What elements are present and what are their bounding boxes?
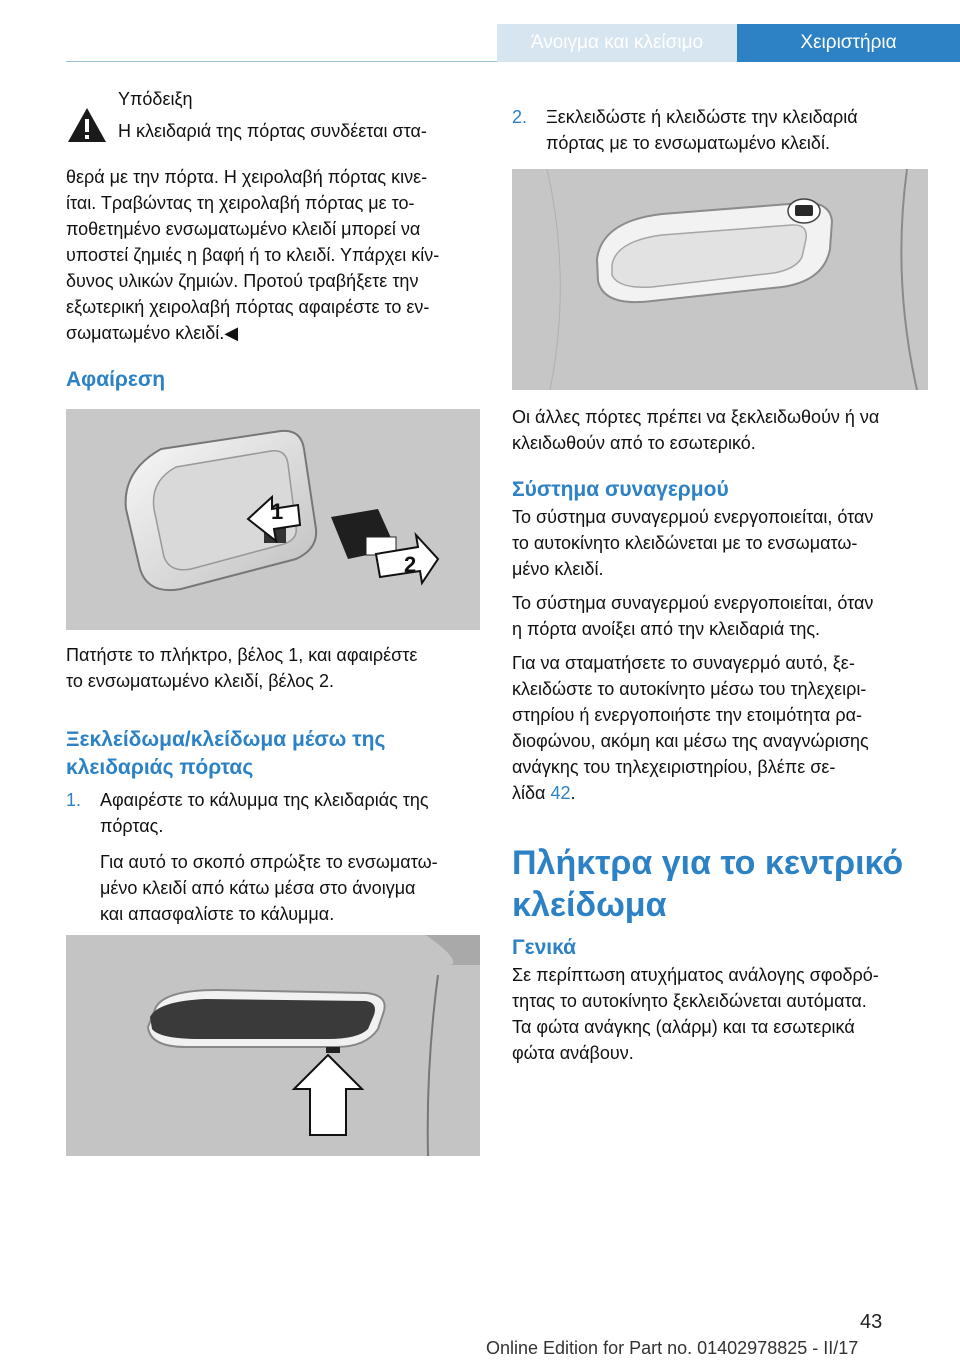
general-line: φώτα ανάβουν.	[512, 1043, 634, 1063]
central-heading-line: κλείδωμα	[512, 886, 667, 924]
step2-line: πόρτας με το ενσωματωμένο κλειδί.	[546, 133, 830, 153]
warning-line: ποθετημένο ενσωματωμένο κλειδί μπορεί να	[66, 219, 421, 239]
warning-line: εξωτερική χειρολαβή πόρτας αφαιρέστε το εν-	[66, 297, 430, 317]
key-removal-figure	[66, 409, 480, 630]
removal-text-line: Πατήστε το πλήκτρο, βέλος 1, και αφαιρέστε	[66, 645, 418, 665]
alarm-p1-line: μένο κλειδί.	[512, 559, 604, 579]
lock-cover-figure	[66, 935, 480, 1156]
footer-edition: Online Edition for Part no. 01402978825 - II/17	[486, 1338, 859, 1358]
alarm-p3-line: στηρίου ή ενεργοποιήστε την ετοιμότητα ρα-	[512, 705, 862, 725]
alarm-p3-line: κλειδώστε το αυτοκίνητο μέσω του τηλεχειρι-	[512, 679, 867, 699]
key-callout-2: 2	[404, 552, 417, 577]
chapter-tab[interactable]: Χειριστήρια	[737, 24, 960, 62]
alarm-p3-last-line	[512, 780, 932, 806]
alarm-p3-line: ανάγκης του τηλεχειριστηρίου, βλέπε σε-	[512, 757, 836, 777]
warning-icon	[66, 104, 108, 146]
lock-heading-line: Ξεκλείδωμα/κλείδωμα μέσω της	[66, 728, 386, 751]
page-number: 43	[860, 1311, 883, 1333]
general-line: Τα φώτα ανάγκης (αλάρμ) και τα εσωτερικά	[512, 1017, 855, 1037]
section-tab[interactable]: Άνοιγμα και κλείσιμο	[497, 24, 737, 62]
warning-body	[66, 164, 486, 346]
step1-sub-line: μένο κλειδί από κάτω μέσα στο άνοιγμα	[100, 878, 416, 898]
alarm-p3-last-text: λίδα	[512, 783, 551, 803]
alarm-p3-end: .	[570, 783, 576, 803]
removal-heading: Αφαίρεση	[66, 368, 166, 391]
warning-line: ίται. Τραβώντας τη χειρολαβή πόρτας με το-	[66, 193, 415, 213]
other-doors-line: Οι άλλες πόρτες πρέπει να ξεκλειδωθούν ή να	[512, 407, 880, 427]
step-number: 2.	[512, 107, 528, 127]
alarm-p1-line: το αυτοκίνητο κλειδώνεται με το ενσωματω-	[512, 533, 858, 553]
step1-line: πόρτας.	[100, 816, 164, 836]
warning-line1: Η κλειδαριά της πόρτας συνδέεται στα-	[118, 121, 427, 141]
step1-line: Αφαιρέστε το κάλυμμα της κλειδαριάς της	[100, 790, 429, 810]
alarm-p2-line: Το σύστημα συναγερμού ενεργοποιείται, όταν	[512, 593, 874, 613]
warning-block	[118, 86, 488, 144]
key-callout-1: 1	[271, 499, 284, 524]
warning-title: Υπόδειξη	[118, 89, 193, 109]
warning-line: δυνος υλικών ζημιών. Προτού τραβήξετε την	[66, 271, 419, 291]
step-number: 1.	[66, 790, 82, 810]
step1-sub-line: και απασφαλίστε το κάλυμμα.	[100, 904, 335, 924]
alarm-p3-line: διοφώνου, ακόμη και μέσω της αναγνώρισης	[512, 731, 869, 751]
alarm-p2-line: η πόρτα ανοίξει από την κλειδαριά της.	[512, 619, 821, 639]
removal-text-line: το ενσωματωμένο κλειδί, βέλος 2.	[66, 671, 334, 691]
warning-line: σωματωμένο κλειδί.◀	[66, 323, 239, 343]
lock-heading-line: κλειδαριάς πόρτας	[66, 756, 254, 779]
page-link[interactable]: 42	[550, 783, 571, 803]
general-line: τητας το αυτοκίνητο ξεκλειδώνεται αυτόματα.	[512, 991, 867, 1011]
step1-sub-line: Για αυτό το σκοπό σπρώξτε το ενσωματω-	[100, 852, 438, 872]
general-line: Σε περίπτωση ατυχήματος ανάλογης σφοδρό-	[512, 965, 879, 985]
step2-line: Ξεκλειδώστε ή κλειδώστε την κλειδαριά	[546, 107, 858, 127]
other-doors-line: κλειδωθούν από το εσωτερικό.	[512, 433, 756, 453]
key-in-lock-figure	[512, 169, 928, 390]
warning-line: υποστεί ζημιές η βαφή ή το κλειδί. Υπάρχει κίν-	[66, 245, 440, 265]
alarm-heading: Σύστημα συναγερμού	[512, 478, 729, 501]
general-heading: Γενικά	[512, 936, 577, 959]
alarm-p1-line: Το σύστημα συναγερμού ενεργοποιείται, όταν	[512, 507, 874, 527]
central-heading-line: Πλήκτρα για το κεντρικό	[512, 844, 904, 882]
warning-line: θερά με την πόρτα. Η χειρολαβή πόρτας κινε-	[66, 167, 428, 187]
alarm-p3-line: Για να σταματήσετε το συναγερμό αυτό, ξε-	[512, 653, 855, 673]
